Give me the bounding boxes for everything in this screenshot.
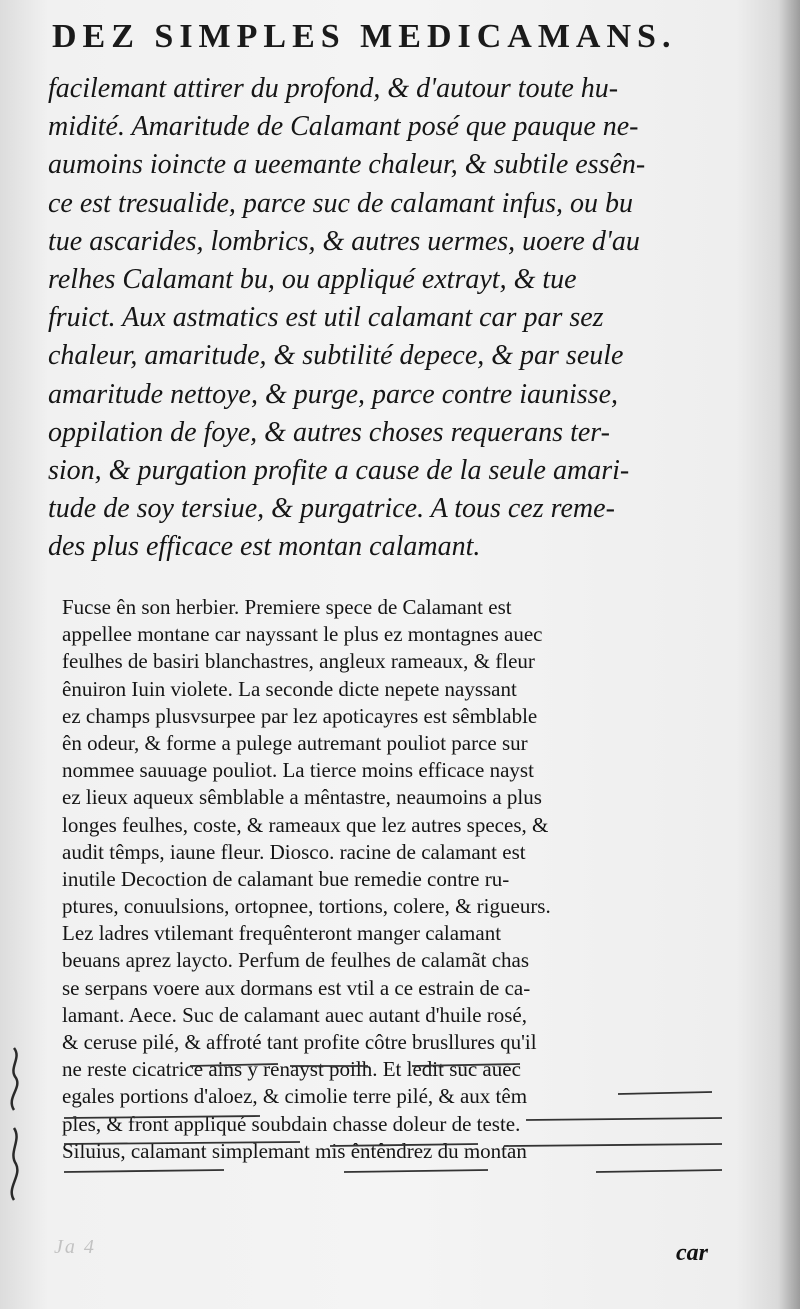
faint-page-mark: Ja 4 xyxy=(54,1236,96,1258)
margin-bracket xyxy=(12,1048,18,1110)
text-line: ples, & front appliqué soubdain chasse doleur de teste. xyxy=(62,1111,521,1136)
margin-bracket xyxy=(12,1128,18,1200)
running-head: DEZ SIMPLES MEDICAMANS. xyxy=(52,18,677,55)
text-line: ptures, conuulsions, ortopnee, tortions, colere, & rigueurs. xyxy=(62,894,551,919)
text-line: tude de soy tersiue, & purgatrice. A tous cez reme- xyxy=(48,493,615,525)
text-line: audit têmps, iaune fleur. Diosco. racine de calamant est xyxy=(62,839,526,864)
text-line: nommee sauuage pouliot. La tierce moins efficace nayst xyxy=(62,758,534,783)
text-line: relhes Calamant bu, ou appliqué extrayt, & tue xyxy=(48,263,577,295)
text-line: ez lieux aqueux sêmblable a mêntastre, neaumoins a plus xyxy=(62,785,542,810)
text-line: sion, & purgation profite a cause de la seule amari- xyxy=(48,454,630,486)
roman-paragraph xyxy=(62,594,727,1165)
catchword: car xyxy=(676,1240,708,1266)
text-line: inutile Decoction de calamant bue remedie contre ru- xyxy=(62,866,510,891)
text-line: ên odeur, & forme a pulege autremant pouliot parce sur xyxy=(62,730,528,755)
text-line: amaritude nettoye, & purge, parce contre iaunisse, xyxy=(48,378,618,410)
text-line: lamant. Aece. Suc de calamant auec autant d'huile rosé, xyxy=(62,1002,528,1027)
text-line: longes feulhes, coste, & rameaux que lez autres speces, & xyxy=(62,812,549,837)
text-line: Fucse ên son herbier. Premiere spece de Calamant est xyxy=(62,595,512,619)
text-line: ênuiron Iuin violete. La seconde dicte nepete nayssant xyxy=(62,676,517,701)
text-line: facilemant attirer du profond, & d'autour toute hu- xyxy=(48,73,619,104)
underline xyxy=(344,1170,488,1172)
text-line: appellee montane car nayssant le plus ez montagnes auec xyxy=(62,622,543,647)
italic-paragraph xyxy=(48,70,708,566)
underline xyxy=(64,1170,224,1172)
text-line: ez champs plusvsurpee par lez apoticayres est sêmblable xyxy=(62,703,538,728)
text-line: Lez ladres vtilemant frequênteront manger calamant xyxy=(62,921,502,946)
text-line: Siluius, calamant simplemant mis êntêndrez du montan xyxy=(62,1138,527,1163)
text-line: fruict. Aux astmatics est util calamant car par sez xyxy=(48,302,604,334)
text-line: beuans aprez laycto. Perfum de feulhes de calamãt chas xyxy=(62,948,530,973)
text-line: ne reste cicatrice ains y renayst poilh. Et ledit suc auec xyxy=(62,1057,521,1082)
text-line: tue ascarides, lombrics, & autres uermes, uoere d'au xyxy=(48,225,640,257)
text-line: feulhes de basiri blanchastres, angleux rameaux, & fleur xyxy=(62,649,535,674)
text-line: des plus efficace est montan calamant. xyxy=(48,531,481,563)
underline xyxy=(596,1170,722,1172)
text-line: midité. Amaritude de Calamant posé que pauque ne- xyxy=(48,111,639,143)
text-line: se serpans voere aux dormans est vtil a ce estrain de ca- xyxy=(62,975,531,1000)
text-line: aumoins ioincte a ueemante chaleur, & subtile essên- xyxy=(48,149,646,181)
page-gutter-shadow xyxy=(778,0,800,1309)
text-line: chaleur, amaritude, & subtilité depece, & par seule xyxy=(48,340,624,372)
text-line: oppilation de foye, & autres choses requerans ter- xyxy=(48,416,610,448)
text-line: ce est tresualide, parce suc de calamant infus, ou bu xyxy=(48,187,634,219)
text-line: egales portions d'aloez, & cimolie terre pilé, & aux têm xyxy=(62,1084,528,1109)
text-line: & ceruse pilé, & affroté tant profite côtre brusllures qu'il xyxy=(62,1030,537,1054)
